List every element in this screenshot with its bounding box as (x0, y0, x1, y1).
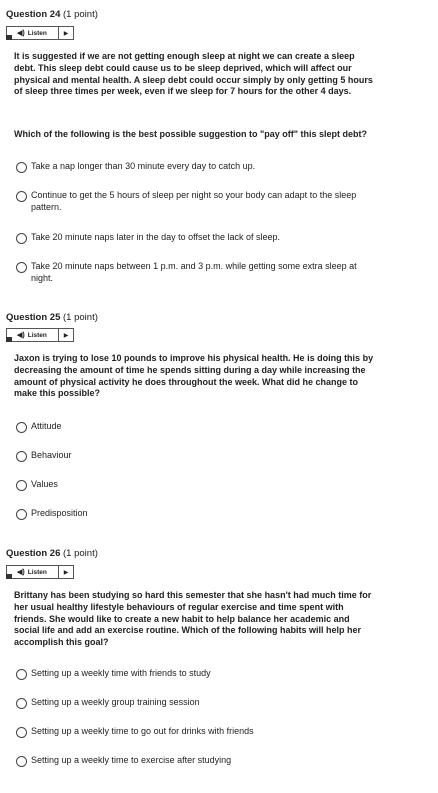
radio-button[interactable] (16, 451, 27, 462)
question-26-option[interactable] (16, 755, 366, 767)
radio-button[interactable] (16, 233, 27, 244)
radio-button[interactable] (16, 756, 27, 767)
question-25-option[interactable] (16, 450, 366, 462)
radio-button[interactable] (16, 191, 27, 202)
radio-button[interactable] (16, 480, 27, 491)
listen-button[interactable] (6, 328, 58, 342)
option-label: Take a nap longer than 30 minute every day to catch up. (31, 161, 256, 171)
player-corner-icon (6, 337, 12, 342)
speaker-icon: ◀) (17, 30, 25, 37)
question-24-title (6, 9, 98, 20)
option-label: Attitude (31, 421, 62, 431)
radio-button[interactable] (16, 422, 27, 433)
radio-button[interactable] (16, 262, 27, 273)
question-number: Question 24 (6, 9, 61, 20)
question-25-stem: Jaxon is trying to lose 10 pounds to improve his physical health. He is doing this by decreasing the amount of time he spends sitting during a day while increasing the amount of physical activity he does throughout the week. What did he change to make this possible? (14, 353, 374, 399)
question-24-option[interactable] (16, 261, 366, 285)
option-label: Setting up a weekly time with friends to study (31, 668, 211, 678)
question-24-stem: It is suggested if we are not getting enough sleep at night we can create a sleep debt. This sleep debt could cause us to be sleep deprived, which will affect our physical and mental health. A sleep debt could occur simply by only getting 5 hours of sleep three times per week, even if we sleep for 7 hours for the other 4 days. (14, 51, 373, 97)
question-24-option[interactable] (16, 190, 366, 214)
option-label: Take 20 minute naps between 1 p.m. and 3 p.m. while getting some extra sleep at night. (31, 261, 357, 283)
speaker-icon: ◀) (17, 332, 25, 339)
question-25-title (6, 312, 98, 323)
question-number: Question 26 (6, 548, 61, 559)
option-label: Setting up a weekly time to exercise after studying (31, 755, 232, 765)
radio-button[interactable] (16, 669, 27, 680)
listen-label: Listen (27, 29, 47, 37)
question-25-option[interactable] (16, 479, 366, 491)
play-icon[interactable]: ▶ (58, 26, 74, 40)
question-25-option[interactable] (16, 421, 366, 433)
listen-label: Listen (27, 568, 47, 576)
question-points: (1 point) (63, 548, 98, 559)
option-label: Setting up a weekly time to go out for drinks with friends (31, 726, 254, 736)
radio-button[interactable] (16, 727, 27, 738)
option-label: Setting up a weekly group training session (31, 697, 200, 707)
listen-button[interactable] (6, 26, 58, 40)
speaker-icon: ◀) (17, 569, 25, 576)
question-26-option[interactable] (16, 668, 366, 680)
option-label: Continue to get the 5 hours of sleep per night so your body can adapt to the sleep pattern. (31, 190, 357, 212)
radio-button[interactable] (16, 698, 27, 709)
radio-button[interactable] (16, 509, 27, 520)
radio-button[interactable] (16, 162, 27, 173)
question-24-option[interactable] (16, 232, 366, 244)
question-25-option[interactable] (16, 508, 366, 520)
question-number: Question 25 (6, 312, 61, 323)
play-icon[interactable]: ▶ (58, 328, 74, 342)
option-label: Behaviour (31, 450, 72, 460)
player-corner-icon (6, 574, 12, 579)
question-26-stem: Brittany has been studying so hard this semester that she hasn't had much time for her usual healthy lifestyle behaviours of regular exercise and time spent with friends. She would like to create a new habit to help balance her academic and social life and add an exercise routine. Which of the following habits will help her accomplish this goal? (14, 590, 372, 648)
listen-widget (6, 328, 74, 342)
option-label: Predisposition (31, 508, 88, 518)
question-26-title (6, 548, 98, 559)
listen-button[interactable] (6, 565, 58, 579)
listen-widget (6, 26, 74, 40)
question-24-prompt: Which of the following is the best possible suggestion to "pay off" this slept debt? (14, 129, 368, 139)
question-points: (1 point) (63, 9, 98, 20)
option-label: Take 20 minute naps later in the day to offset the lack of sleep. (31, 232, 280, 242)
question-24-option[interactable] (16, 161, 366, 173)
question-26-option[interactable] (16, 726, 366, 738)
question-26-option[interactable] (16, 697, 366, 709)
listen-widget (6, 565, 74, 579)
option-label: Values (31, 479, 58, 489)
player-corner-icon (6, 35, 12, 40)
listen-label: Listen (27, 331, 47, 339)
question-points: (1 point) (63, 312, 98, 323)
play-icon[interactable]: ▶ (58, 565, 74, 579)
